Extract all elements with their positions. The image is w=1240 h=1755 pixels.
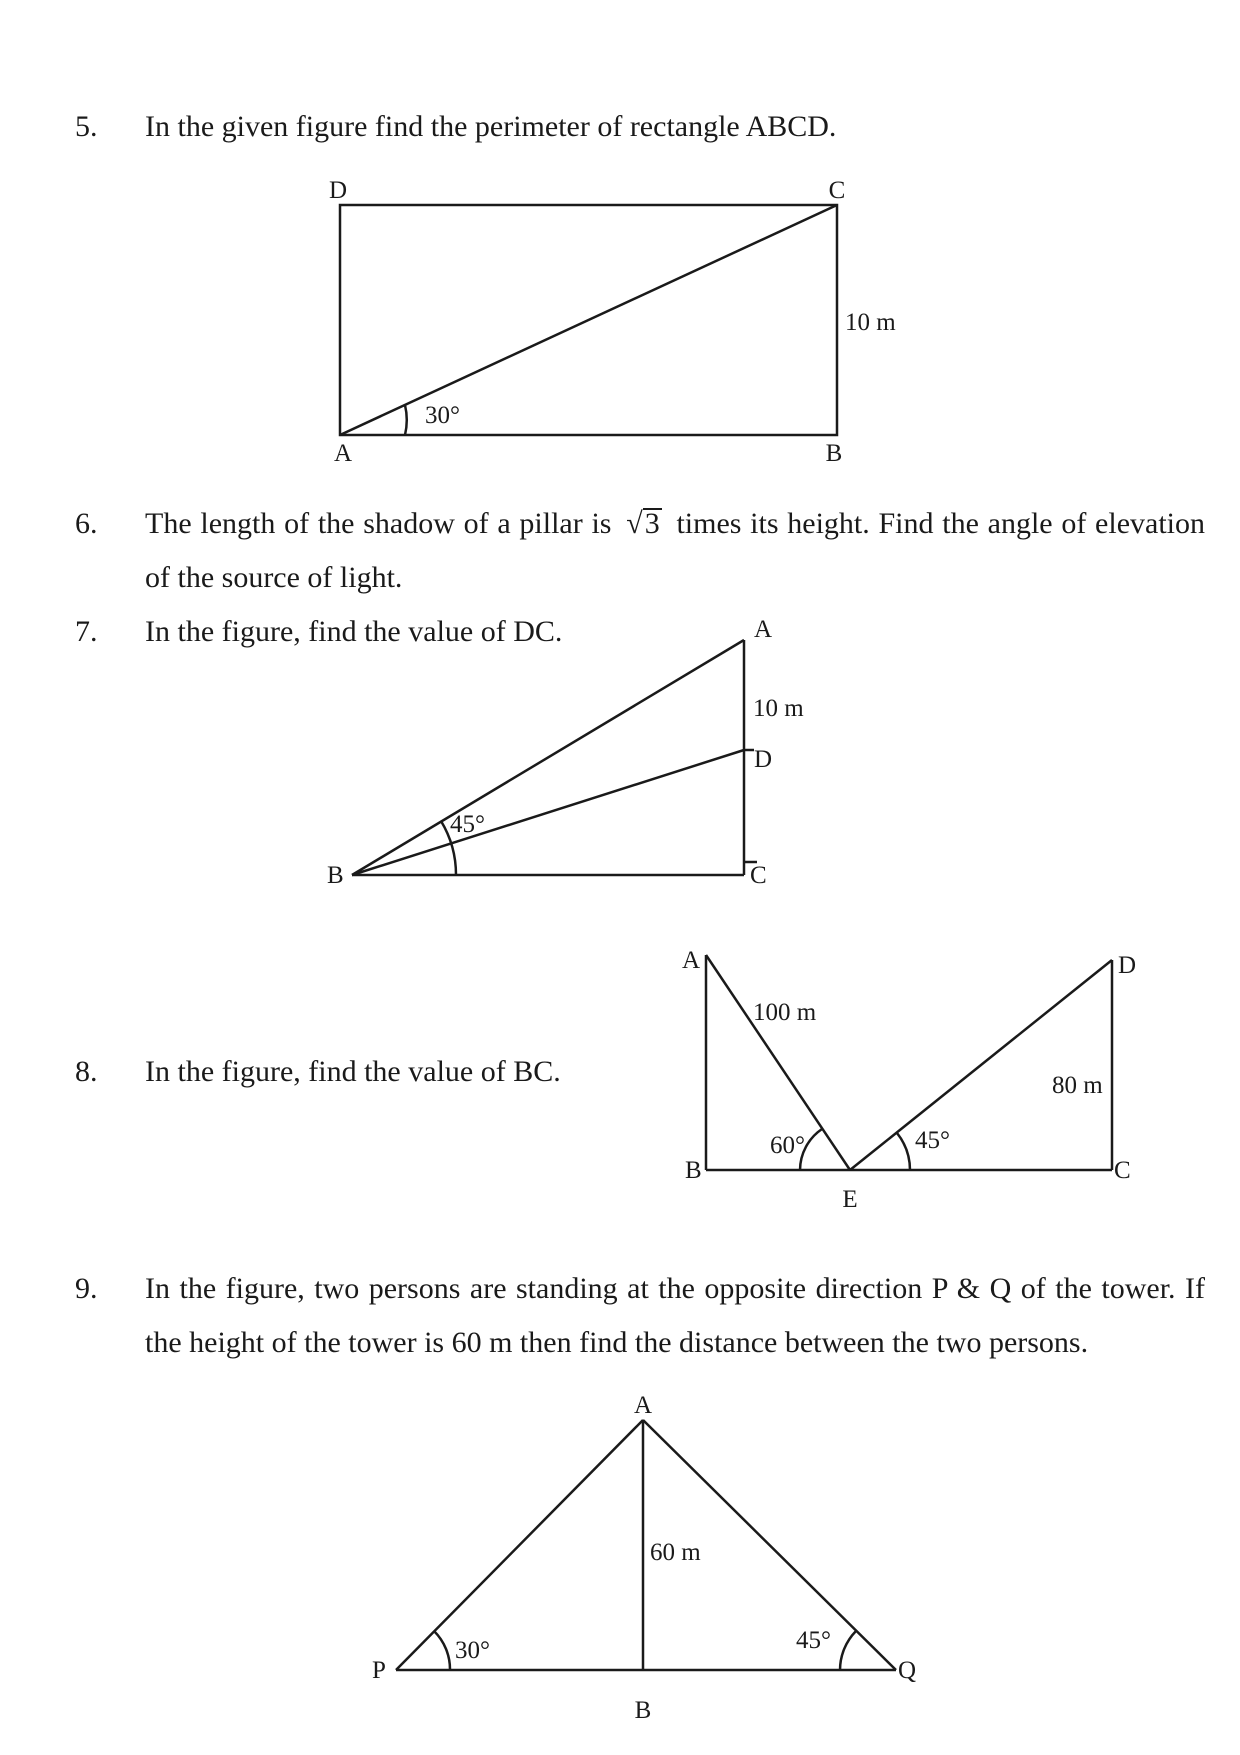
label-q: Q [898,1657,917,1684]
label-b: B [634,1697,652,1724]
line-ed [850,960,1112,1170]
angle-b-value: 45° [450,811,485,838]
label-d: D [1118,952,1137,979]
line-ba [352,640,744,875]
angle-arc-p [434,1631,450,1670]
question-5-number: 5. [75,110,98,143]
angle-q-value: 45° [796,1627,831,1654]
angle-arc-a [405,405,407,435]
label-p: P [372,1657,386,1684]
side-dc-length: 80 m [1052,1072,1103,1099]
figure-q9-tower [372,1392,916,1724]
question-9-text: In the figure, two persons are standing at the opposite direction P & Q of the tower. If the height of the tower is 60 m then find the distance between the two persons. [145,1272,1205,1359]
label-b: B [825,440,843,467]
line-pa [396,1420,643,1670]
side-ad-length: 10 m [753,695,804,722]
question-8-number: 8. [75,1055,98,1088]
question-6-number: 6. [75,507,98,540]
angle-p-value: 30° [455,1637,490,1664]
tower-height: 60 m [650,1539,701,1566]
label-a: A [754,616,773,643]
line-bd [352,750,744,875]
label-c: C [1114,1157,1131,1184]
question-5-text: In the given figure find the perimeter of rectangle ABCD. [145,110,837,143]
angle-e-60-value: 60° [770,1132,805,1159]
label-a: A [333,440,353,467]
angle-arc-q [840,1631,856,1670]
diagonal-ac [340,205,837,435]
label-c: C [750,862,767,889]
figure-q5-rectangle [329,177,896,467]
sqrt-argument: 3 [644,507,660,540]
sqrt-expression: √3 [626,507,660,540]
label-b: B [685,1157,702,1184]
side-ae-length: 100 m [753,999,817,1026]
label-a: A [633,1392,653,1419]
question-9-number: 9. [75,1272,98,1305]
question-7-text: In the figure, find the value of DC. [145,615,563,648]
label-e: E [842,1186,858,1213]
label-d: D [754,746,773,773]
figure-q7-triangle [327,616,804,889]
question-6-text-before: The length of the shadow of a pillar is [145,507,612,540]
question-6-text-after: times its height. Find the angle of elevation of the source of light. [145,507,1206,594]
side-bc-length: 10 m [845,309,896,336]
angle-a-value: 30° [425,402,460,429]
angle-arc-e-45 [897,1133,910,1170]
label-c: C [828,177,846,204]
label-b: B [327,862,344,889]
figure-q8-triangles [682,947,1136,1213]
question-8-text: In the figure, find the value of BC. [145,1055,561,1088]
angle-e-45-value: 45° [915,1127,950,1154]
question-7-number: 7. [75,615,98,648]
label-d: D [328,177,348,204]
label-a: A [682,947,701,974]
